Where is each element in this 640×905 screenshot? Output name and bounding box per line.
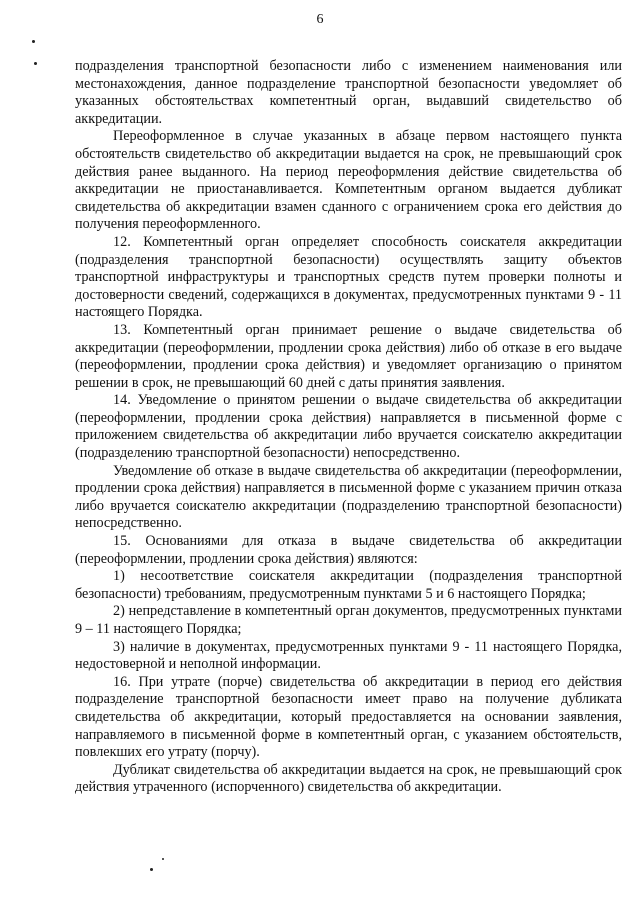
scan-speck — [162, 858, 164, 860]
paragraph-item-12: 12. Компетентный орган определяет способность соискателя аккредитации (подразделения транспортной безопасности) осуществлять защиту объектов транспортной инфраструктуры и транспортных средств путем проверки полноты и достоверности сведений, содержащихся в документах, предусмотренных пунктами 9 - 11 настоящего Порядка. — [75, 233, 622, 321]
list-item: 2) непредставление в компетентный орган документов, предусмотренных пунктами 9 – 11 настоящего Порядка; — [75, 603, 622, 637]
document-body — [75, 58, 622, 797]
paragraph: Переоформленное в случае указанных в абзаце первом настоящего пункта обстоятельств свидетельство об аккредитации выдается на срок, не превышающий срок действия ранее выданного. На период переоформления действие свидетельства об аккредитации не приостанавливается. Компетентным органом выдается дубликат свидетельства об аккредитации взамен сданного с ограничением срока его действия до получения переоформленного. — [75, 128, 622, 233]
list-item: 1) несоответствие соискателя аккредитации (подразделения транспортной безопасности) требованиям, предусмотренным пунктами 5 и 6 настоящего Порядка; — [75, 568, 622, 602]
paragraph-item-14: 14. Уведомление о принятом решении о выдаче свидетельства об аккредитации (переоформлении, продлении срока действия) направляется в письменной форме с приложением свидетельства об аккредитации либо вручается соискателю аккредитации (подразделению транспортной безопасности) непосредственно. — [75, 392, 622, 462]
list-item: 3) наличие в документах, предусмотренных пунктами 9 - 11 настоящего Порядка, недостоверной и неполной информации. — [75, 638, 622, 673]
paragraph-item-13: 13. Компетентный орган принимает решение о выдаче свидетельства об аккредитации (переоформлении, продлении срока действия) либо об отказе в его выдаче (переоформлении, продлении срока действия) и уведомляет организацию о принятом решении в срок, не превышающий 60 дней с даты принятия заявления. — [75, 321, 622, 391]
scan-speck — [34, 62, 37, 65]
page-number: 6 — [316, 12, 324, 27]
paragraph-item-15: 15. Основаниями для отказа в выдаче свидетельства об аккредитации (переоформлении, продлении срока действия) являются: — [75, 533, 622, 567]
paragraph: Дубликат свидетельства об аккредитации выдается на срок, не превышающий срок действия утраченного (испорченного) свидетельства об аккредитации. — [75, 761, 622, 796]
scan-speck — [150, 868, 153, 871]
paragraph: Уведомление об отказе в выдаче свидетельства об аккредитации (переоформлении, продлении срока действия) направляется в письменной форме с указанием причин отказа либо вручается соискателю аккредитации (подразделению транспортной безопасности) непосредственно. — [75, 462, 622, 532]
paragraph-item-16: 16. При утрате (порче) свидетельства об аккредитации в период его действия подразделение транспортной безопасности имеет право на получение дубликата свидетельства об аккредитации, который предоставляется на основании заявления, направляемого в письменной форме в компетентный орган, с указанием обстоятельств, повлекших его утрату (порчу). — [75, 673, 622, 761]
scan-speck — [32, 40, 35, 43]
paragraph: подразделения транспортной безопасности либо с изменением наименования или местонахождения, данное подразделение транспортной безопасности уведомляет об указанных обстоятельствах компетентный орган, выдавший свидетельство об аккредитации. — [75, 58, 622, 127]
